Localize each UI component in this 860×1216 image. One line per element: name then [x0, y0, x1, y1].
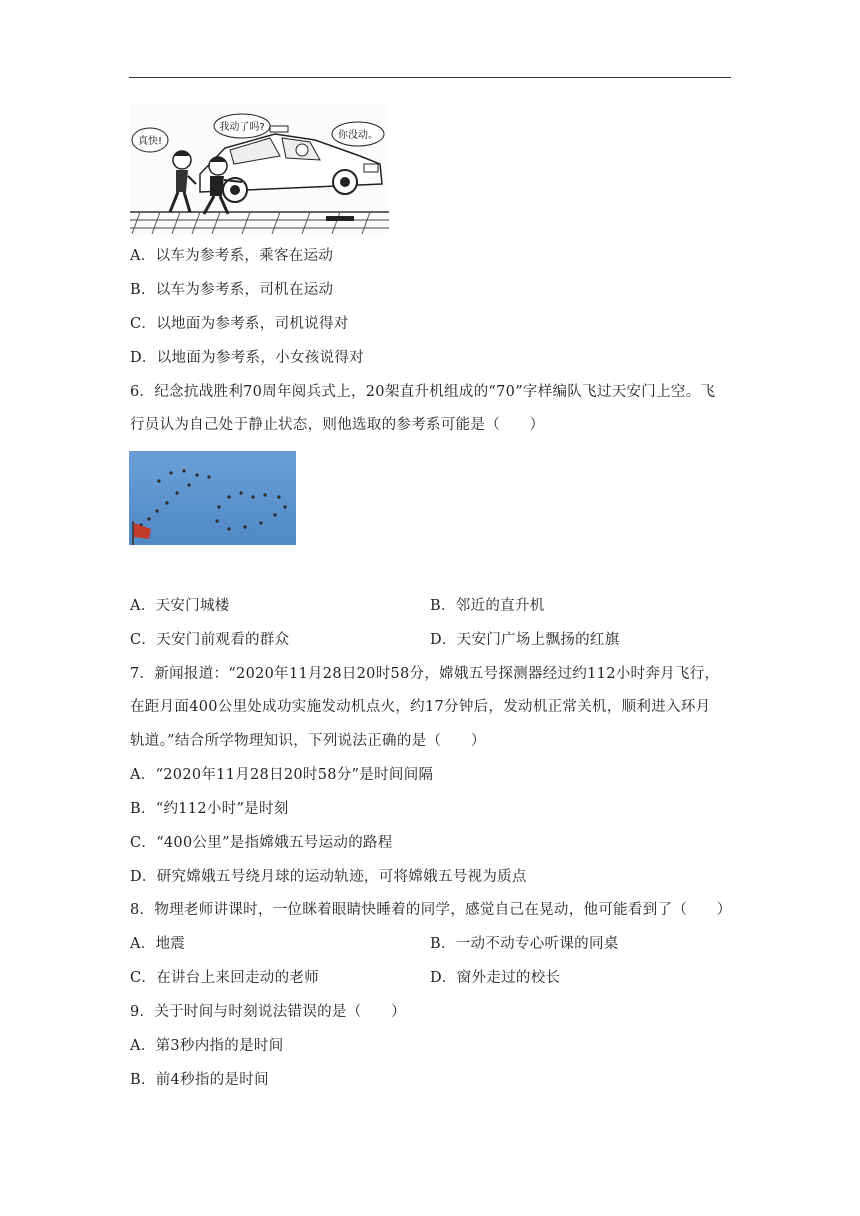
q7-stem-line1: 7．新闻报道：“2020年11月28日20时58分，嫦娥五号探测器经过约112小时奔月飞行， [130, 666, 720, 682]
q6-option-d: D．天安门广场上飘扬的红旗 [430, 632, 620, 648]
q5-option-c: C．以地面为参考系，司机说得对 [130, 316, 349, 332]
q8-option-a: A．地震 [130, 936, 186, 952]
bubble-left-text: 真快! [137, 136, 163, 147]
cartoon-figure [130, 104, 389, 234]
q6-stem-line1: 6．纪念抗战胜利70周年阅兵式上，20架直升机组成的“70”字样编队飞过天安门上空。飞 [130, 384, 716, 400]
q6-stem-line2: 行员认为自己处于静止状态，则他选取的参考系可能是（ ） [130, 417, 545, 433]
q9-stem-line1: 9．关于时间与时刻说法错误的是（ ） [130, 1004, 406, 1020]
q7-option-a: A．“2020年11月28日20时58分”是时间间隔 [130, 767, 434, 783]
q8-option-b: B．一动不动专心听课的同桌 [430, 936, 619, 952]
q7-option-b: B．“约112小时”是时刻 [130, 801, 289, 817]
q8-option-d: D．窗外走过的校长 [430, 970, 561, 986]
q9-option-b: B．前4秒指的是时间 [130, 1072, 269, 1088]
q7-option-d: D．研究嫦娥五号绕月球的运动轨迹，可将嫦娥五号视为质点 [130, 869, 527, 885]
q5-option-b: B．以车为参考系，司机在运动 [130, 282, 334, 298]
q8-option-c: C．在讲台上来回走动的老师 [130, 970, 319, 986]
q7-stem-line3: 轨道。”结合所学物理知识，下列说法正确的是（ ） [130, 733, 486, 749]
q6-option-b: B．邻近的直升机 [430, 598, 545, 614]
bubble-right-text: 你没动。 [338, 130, 378, 141]
q7-stem-line2: 在距月面400公里处成功实施发动机点火，约17分钟后，发动机正常关机，顺利进入环月 [130, 699, 711, 715]
q5-option-a: A．以车为参考系，乘客在运动 [130, 248, 334, 264]
helicopter-formation-photo [129, 451, 296, 545]
q8-stem-line1: 8．物理老师讲课时，一位眯着眼睛快睡着的同学，感觉自己在晃动，他可能看到了（ ） [130, 902, 732, 918]
q6-option-c: C．天安门前观看的群众 [130, 632, 290, 648]
bubble-middle-text: 我动了吗? [219, 122, 265, 133]
header-rule [129, 77, 731, 78]
q6-option-a: A．天安门城楼 [130, 598, 230, 614]
q7-option-c: C．“400公里”是指嫦娥五号运动的路程 [130, 835, 393, 851]
q9-option-a: A．第3秒内指的是时间 [130, 1038, 284, 1054]
q5-option-d: D．以地面为参考系，小女孩说得对 [130, 350, 364, 366]
